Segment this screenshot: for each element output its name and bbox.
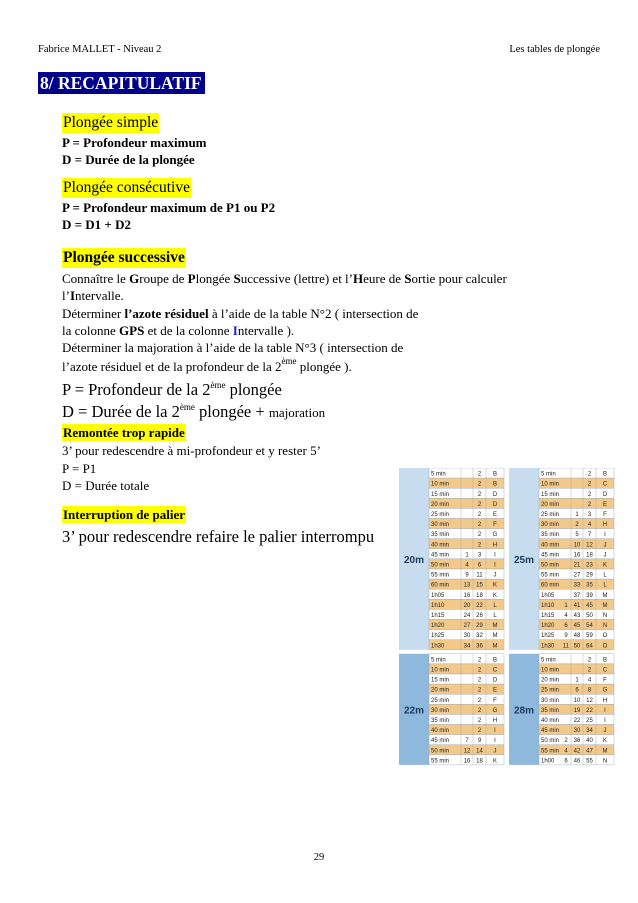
cell-palier: 48 bbox=[573, 633, 581, 640]
cell-palier: 50 bbox=[573, 643, 581, 650]
cell-gps: E bbox=[492, 687, 498, 694]
cell-palier: 19 bbox=[573, 707, 581, 714]
cell-palier-6m: 4 bbox=[564, 748, 568, 755]
cell-gps: C bbox=[602, 667, 608, 674]
cell-palier: 10 bbox=[573, 542, 581, 549]
cell-time: 40 min bbox=[431, 728, 450, 735]
cell-dtr: 2 bbox=[477, 522, 482, 529]
cell-time: 1h10 bbox=[541, 602, 555, 609]
header-title: Les tables de plongée bbox=[509, 44, 600, 55]
successive-p1b: l’Intervalle. bbox=[62, 288, 124, 304]
cell-time: 1h05 bbox=[541, 592, 555, 599]
cell-dtr: 2 bbox=[477, 667, 482, 674]
cell-dtr: 2 bbox=[477, 542, 482, 549]
cell-dtr: 2 bbox=[477, 677, 482, 684]
cell-dtr: 12 bbox=[586, 697, 593, 704]
interruption-line1: 3’ pour redescendre refaire le palier interrompu bbox=[62, 527, 375, 547]
cell-time: 1h30 bbox=[431, 643, 445, 650]
remontee-line1: 3’ pour redescendre à mi-profondeur et y rester 5’ bbox=[62, 443, 321, 459]
cell-time: 35 min bbox=[431, 718, 450, 724]
cell-time: 25 min bbox=[431, 512, 450, 518]
cell-gps: N bbox=[602, 758, 608, 765]
cell-gps: K bbox=[492, 758, 498, 765]
depth-label: 20m bbox=[403, 554, 425, 566]
formula-d: D = Durée de la 2ème plongée + majoration bbox=[62, 401, 326, 421]
cell-gps: M bbox=[602, 748, 608, 755]
consecutive-heading: Plongée consécutive bbox=[63, 179, 190, 196]
cell-dtr: 2 bbox=[587, 657, 592, 664]
cell-palier: 34 bbox=[463, 643, 471, 650]
successive-block bbox=[62, 248, 507, 423]
cell-palier: 6 bbox=[575, 687, 579, 694]
header-author: Fabrice MALLET - Niveau 2 bbox=[38, 44, 162, 55]
table-25m bbox=[509, 468, 614, 650]
cell-time: 55 min bbox=[541, 572, 560, 579]
cell-time: 40 min bbox=[541, 718, 560, 724]
simple-block bbox=[62, 113, 207, 169]
cell-gps: M bbox=[492, 643, 498, 650]
cell-dtr: 35 bbox=[586, 582, 593, 589]
table-28m bbox=[509, 654, 614, 765]
cell-time: 50 min bbox=[541, 562, 560, 569]
cell-time: 45 min bbox=[431, 552, 450, 559]
cell-dtr: 39 bbox=[586, 592, 593, 599]
cell-palier: 1 bbox=[575, 512, 579, 518]
cell-time: 30 min bbox=[431, 707, 450, 714]
cell-dtr: 22 bbox=[586, 707, 593, 714]
cell-dtr: 2 bbox=[477, 697, 482, 704]
cell-gps: D bbox=[492, 677, 498, 684]
cell-gps: C bbox=[602, 481, 608, 488]
cell-gps: M bbox=[492, 633, 498, 640]
cell-time: 5 min bbox=[541, 657, 556, 664]
cell-time: 60 min bbox=[431, 582, 450, 589]
cell-time: 1h15 bbox=[541, 613, 555, 619]
cell-palier: 9 bbox=[465, 572, 469, 579]
cell-palier: 21 bbox=[573, 562, 581, 569]
cell-time: 1h25 bbox=[431, 633, 445, 640]
cell-palier-6m: 4 bbox=[564, 613, 568, 619]
cell-gps: I bbox=[604, 718, 606, 724]
cell-palier: 10 bbox=[573, 697, 581, 704]
cell-dtr: 2 bbox=[587, 491, 592, 498]
cell-palier: 41 bbox=[573, 602, 581, 609]
cell-time: 10 min bbox=[541, 481, 560, 488]
cell-gps: J bbox=[603, 728, 607, 735]
cell-time: 60 min bbox=[541, 582, 560, 589]
cell-dtr: 55 bbox=[586, 758, 593, 765]
cell-time: 1h10 bbox=[431, 602, 445, 609]
cell-dtr: 2 bbox=[477, 657, 482, 664]
cell-dtr: 29 bbox=[476, 623, 483, 630]
cell-gps: H bbox=[492, 718, 498, 724]
cell-dtr: 50 bbox=[586, 613, 593, 619]
cell-gps: M bbox=[492, 623, 498, 630]
cell-gps: N bbox=[602, 623, 608, 630]
cell-dtr: 2 bbox=[587, 667, 592, 674]
table-22m bbox=[399, 654, 504, 765]
cell-time: 1h30 bbox=[541, 643, 555, 650]
cell-gps: D bbox=[602, 491, 608, 498]
simple-line2: D = Durée de la plongée bbox=[62, 152, 195, 168]
cell-palier: 1 bbox=[465, 552, 469, 559]
cell-dtr: 2 bbox=[477, 512, 482, 518]
interruption-heading: Interruption de palier bbox=[63, 507, 186, 522]
cell-gps: J bbox=[493, 748, 497, 755]
cell-time: 10 min bbox=[431, 481, 450, 488]
successive-p5: l’azote résiduel et de la profondeur de la 2ème plongée ). bbox=[62, 356, 352, 375]
remontee-line2: P = P1 bbox=[62, 460, 97, 476]
cell-gps: K bbox=[602, 738, 608, 745]
cell-gps: K bbox=[492, 582, 498, 589]
cell-gps: F bbox=[493, 697, 497, 704]
depth-label: 25m bbox=[513, 554, 535, 566]
cell-time: 45 min bbox=[431, 738, 450, 745]
cell-time: 55 min bbox=[541, 748, 560, 755]
cell-gps: I bbox=[494, 738, 496, 745]
cell-dtr: 2 bbox=[477, 687, 482, 694]
cell-palier: 22 bbox=[573, 718, 581, 724]
cell-gps: F bbox=[493, 522, 497, 529]
cell-dtr: 6 bbox=[477, 562, 482, 569]
dive-table-image bbox=[399, 468, 619, 790]
cell-palier-6m: 9 bbox=[564, 633, 568, 640]
section-title: 8/ RECAPITULATIF bbox=[38, 72, 205, 94]
cell-time: 25 min bbox=[541, 512, 560, 518]
cell-time: 35 min bbox=[431, 532, 450, 539]
cell-gps: I bbox=[604, 532, 606, 539]
cell-time: 5 min bbox=[541, 471, 556, 478]
cell-palier: 45 bbox=[573, 623, 581, 630]
cell-dtr: 11 bbox=[476, 572, 483, 579]
cell-palier: 1 bbox=[575, 677, 579, 684]
cell-time: 45 min bbox=[541, 552, 560, 559]
cell-dtr: 47 bbox=[586, 748, 593, 755]
cell-time: 1h25 bbox=[541, 633, 555, 640]
cell-dtr: 29 bbox=[586, 572, 593, 579]
cell-palier: 16 bbox=[573, 552, 581, 559]
cell-gps: D bbox=[492, 501, 498, 508]
successive-p1: Connaître le Groupe de Plongée Successive (lettre) et l’Heure de Sortie pour calculer bbox=[62, 271, 507, 286]
cell-dtr: 4 bbox=[587, 522, 592, 529]
cell-dtr: 2 bbox=[587, 501, 592, 508]
cell-dtr: 4 bbox=[587, 677, 592, 684]
cell-dtr: 32 bbox=[476, 633, 483, 640]
cell-palier: 33 bbox=[573, 582, 581, 589]
cell-time: 35 min bbox=[541, 532, 560, 539]
cell-time: 50 min bbox=[541, 738, 560, 745]
cell-gps: I bbox=[494, 728, 496, 735]
cell-dtr: 2 bbox=[477, 728, 482, 735]
cell-time: 40 min bbox=[541, 542, 560, 549]
table-20m bbox=[399, 468, 504, 650]
cell-palier: 30 bbox=[463, 633, 471, 640]
cell-time: 55 min bbox=[431, 572, 450, 579]
cell-time: 20 min bbox=[431, 687, 450, 694]
cell-gps: H bbox=[602, 522, 608, 529]
cell-time: 15 min bbox=[431, 491, 450, 498]
cell-gps: E bbox=[492, 512, 498, 518]
cell-time: 1h05 bbox=[431, 592, 445, 599]
cell-time: 15 min bbox=[541, 491, 560, 498]
cell-dtr: 64 bbox=[586, 643, 593, 650]
cell-gps: B bbox=[492, 481, 498, 488]
cell-dtr: 59 bbox=[586, 633, 593, 640]
cell-gps: F bbox=[603, 677, 607, 684]
cell-gps: M bbox=[602, 602, 608, 609]
simple-heading: Plongée simple bbox=[63, 114, 159, 131]
cell-time: 20 min bbox=[541, 677, 560, 684]
depth-label: 28m bbox=[513, 705, 535, 717]
cell-time: 30 min bbox=[541, 697, 560, 704]
cell-palier: 27 bbox=[573, 572, 581, 579]
cell-time: 35 min bbox=[541, 707, 560, 714]
cell-gps: K bbox=[492, 592, 498, 599]
cell-time: 1h15 bbox=[431, 613, 445, 619]
cell-dtr: 45 bbox=[586, 602, 593, 609]
cell-gps: J bbox=[603, 542, 607, 549]
cell-gps: M bbox=[602, 592, 608, 599]
cell-gps: F bbox=[603, 512, 607, 518]
cell-gps: H bbox=[492, 542, 498, 549]
cell-gps: B bbox=[602, 657, 608, 664]
cell-dtr: 22 bbox=[476, 602, 483, 609]
cell-palier: 16 bbox=[463, 758, 471, 765]
cell-gps: G bbox=[492, 532, 498, 539]
cell-time: 20 min bbox=[431, 501, 450, 508]
cell-time: 30 min bbox=[431, 522, 450, 529]
cell-dtr: 2 bbox=[587, 471, 592, 478]
successive-p3: la colonne GPS et de la colonne Intervalle ). bbox=[62, 322, 295, 338]
cell-time: 10 min bbox=[431, 667, 450, 674]
cell-gps: G bbox=[492, 707, 498, 714]
cell-dtr: 12 bbox=[586, 542, 593, 549]
interruption-block bbox=[62, 506, 374, 547]
cell-time: 15 min bbox=[431, 677, 450, 684]
cell-palier: 37 bbox=[573, 592, 581, 599]
cell-gps: B bbox=[602, 471, 608, 478]
cell-palier: 5 bbox=[575, 532, 579, 539]
cell-dtr: 34 bbox=[586, 728, 593, 735]
successive-heading: Plongée successive bbox=[63, 249, 185, 266]
cell-dtr: 40 bbox=[586, 738, 593, 745]
cell-dtr: 3 bbox=[477, 552, 482, 559]
cell-palier: 16 bbox=[463, 592, 471, 599]
depth-label: 22m bbox=[403, 705, 425, 717]
cell-palier: 7 bbox=[465, 738, 469, 745]
cell-dtr: 14 bbox=[476, 748, 483, 755]
cell-dtr: 2 bbox=[477, 471, 482, 478]
successive-p2: Déterminer l’azote résiduel à l’aide de la table N°2 ( intersection de bbox=[62, 305, 419, 321]
cell-gps: B bbox=[492, 657, 498, 664]
cell-palier: 36 bbox=[573, 738, 581, 745]
cell-time: 25 min bbox=[431, 697, 450, 704]
cell-time: 55 min bbox=[431, 758, 450, 765]
cell-palier: 12 bbox=[463, 748, 471, 755]
cell-dtr: 2 bbox=[587, 481, 592, 488]
cell-time: 20 min bbox=[541, 501, 560, 508]
consecutive-block bbox=[62, 178, 275, 234]
cell-dtr: 18 bbox=[476, 758, 483, 765]
cell-gps: I bbox=[494, 562, 496, 569]
cell-gps: J bbox=[603, 552, 607, 559]
cell-time: 45 min bbox=[541, 728, 560, 735]
cell-palier: 46 bbox=[573, 758, 581, 765]
cell-palier: 20 bbox=[463, 602, 471, 609]
cell-palier: 2 bbox=[575, 522, 579, 529]
cell-gps: L bbox=[493, 602, 497, 609]
cell-dtr: 25 bbox=[586, 718, 593, 724]
cell-dtr: 2 bbox=[477, 718, 482, 724]
cell-gps: O bbox=[602, 643, 608, 650]
cell-palier-6m: 6 bbox=[564, 758, 568, 765]
cell-time: 30 min bbox=[541, 522, 560, 529]
cell-palier-6m: 6 bbox=[564, 623, 568, 630]
cell-gps: I bbox=[604, 707, 606, 714]
cell-time: 5 min bbox=[431, 657, 446, 664]
remontee-block bbox=[62, 424, 321, 494]
remontee-heading: Remontée trop rapide bbox=[63, 425, 185, 440]
cell-palier: 30 bbox=[573, 728, 581, 735]
cell-gps: I bbox=[494, 552, 496, 559]
consecutive-line1: P = Profondeur maximum de P1 ou P2 bbox=[62, 200, 276, 215]
cell-gps: B bbox=[492, 471, 498, 478]
cell-dtr: 3 bbox=[587, 512, 592, 518]
cell-dtr: 8 bbox=[587, 687, 592, 694]
cell-gps: C bbox=[492, 667, 498, 674]
cell-time: 5 min bbox=[431, 471, 446, 478]
cell-dtr: 2 bbox=[477, 532, 482, 539]
page-number: 29 bbox=[313, 852, 325, 863]
cell-time: 50 min bbox=[431, 748, 450, 755]
cell-palier: 42 bbox=[573, 748, 581, 755]
cell-palier-6m: 2 bbox=[564, 738, 568, 745]
cell-dtr: 18 bbox=[586, 552, 593, 559]
cell-gps: L bbox=[603, 582, 607, 589]
remontee-line3: D = Durée totale bbox=[62, 477, 150, 493]
cell-time: 40 min bbox=[431, 542, 450, 549]
cell-palier-6m: 1 bbox=[564, 602, 568, 609]
cell-time: 1h20 bbox=[431, 623, 445, 630]
formula-p: P = Profondeur de la 2ème plongée bbox=[62, 379, 282, 399]
successive-p4: Déterminer la majoration à l’aide de la table N°3 ( intersection de bbox=[62, 340, 404, 356]
cell-gps: L bbox=[603, 572, 607, 579]
cell-gps: H bbox=[602, 697, 608, 704]
cell-time: 10 min bbox=[541, 667, 560, 674]
consecutive-line2: D = D1 + D2 bbox=[62, 217, 131, 233]
cell-dtr: 36 bbox=[476, 643, 483, 650]
cell-dtr: 23 bbox=[586, 562, 593, 569]
cell-dtr: 2 bbox=[477, 707, 482, 714]
simple-line1: P = Profondeur maximum bbox=[62, 135, 207, 150]
cell-palier-6m: 11 bbox=[562, 643, 570, 650]
cell-time: 50 min bbox=[431, 562, 450, 569]
cell-palier: 4 bbox=[465, 562, 469, 569]
cell-gps: J bbox=[493, 572, 497, 579]
cell-palier: 13 bbox=[463, 582, 471, 589]
cell-dtr: 7 bbox=[587, 532, 592, 539]
cell-gps: N bbox=[602, 613, 608, 619]
cell-time: 1h20 bbox=[541, 623, 555, 630]
cell-gps: G bbox=[602, 687, 608, 694]
cell-dtr: 54 bbox=[586, 623, 593, 630]
cell-time: 1h00 bbox=[541, 758, 555, 765]
cell-time: 25 min bbox=[541, 687, 560, 694]
cell-dtr: 2 bbox=[477, 481, 482, 488]
cell-gps: O bbox=[602, 633, 608, 640]
cell-palier: 43 bbox=[573, 613, 581, 619]
cell-dtr: 26 bbox=[476, 613, 483, 619]
cell-dtr: 9 bbox=[477, 738, 482, 745]
cell-dtr: 15 bbox=[476, 582, 483, 589]
cell-gps: D bbox=[492, 491, 498, 498]
cell-palier: 27 bbox=[463, 623, 471, 630]
cell-dtr: 18 bbox=[476, 592, 483, 599]
cell-dtr: 2 bbox=[477, 501, 482, 508]
cell-gps: L bbox=[493, 613, 497, 619]
cell-gps: E bbox=[602, 501, 608, 508]
cell-palier: 24 bbox=[463, 613, 471, 619]
cell-gps: K bbox=[602, 562, 608, 569]
cell-dtr: 2 bbox=[477, 491, 482, 498]
